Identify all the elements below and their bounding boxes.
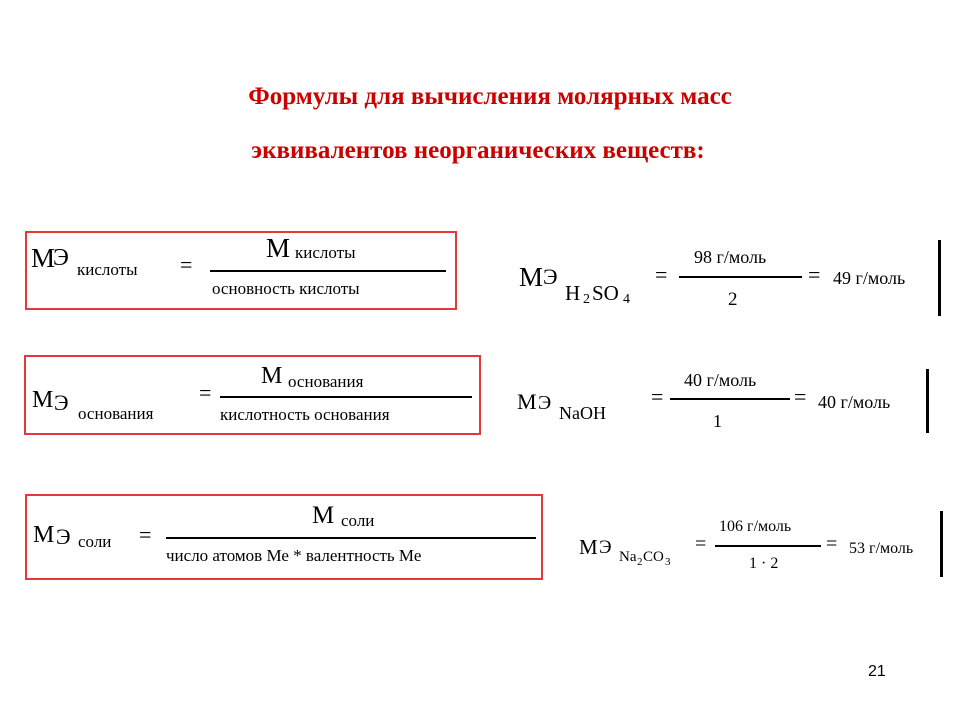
acid-equals: = [180,252,193,277]
base-num-M: М [261,363,283,389]
slide-title-line2: эквивалентов неорганических веществ: [251,137,705,164]
naoh-fraction-line [670,398,790,400]
h2so4-fraction-line [679,276,802,278]
salt-fraction-line [166,537,536,539]
base-denominator: кислотность основания [220,405,390,424]
h2so4-equals-2: = [808,262,821,287]
na2co3-sub-Na: Na [619,549,637,565]
h2so4-result: 49 г/моль [833,268,906,288]
na2co3-vertical-rule [940,511,943,577]
h2so4-equals-1: = [655,262,668,287]
h2so4-sub-2: 2 [583,292,590,307]
acid-denominator: основность кислоты [212,279,360,298]
salt-lhs-M: М [33,522,55,548]
h2so4-M: М [519,262,544,292]
acid-lhs-M: М [31,243,56,273]
acid-fraction-line [210,270,446,272]
salt-num-M: М [312,502,335,529]
acid-num-M: М [266,233,291,263]
h2so4-vertical-rule [938,240,941,316]
h2so4-sub-H: Н [565,281,581,305]
naoh-sub: NaOH [559,403,606,423]
naoh-denominator: 1 [713,411,722,431]
base-num-subscript: основания [288,372,364,391]
acid-num-subscript: кислоты [295,243,356,262]
na2co3-sub-2: 2 [637,556,643,568]
na2co3-sub-CO: CO [643,549,664,565]
h2so4-E: Э [543,264,558,289]
naoh-equals-2: = [794,384,807,409]
salt-num-subscript: соли [341,511,375,530]
naoh-vertical-rule [926,369,929,433]
naoh-result: 40 г/моль [818,392,891,412]
h2so4-denominator: 2 [728,289,738,310]
na2co3-M: М [579,535,598,559]
base-lhs-E: Э [54,390,69,415]
na2co3-fraction-line [715,545,821,547]
naoh-E: Э [538,392,552,414]
h2so4-numerator: 98 г/моль [694,247,767,267]
na2co3-denominator: 1 · 2 [749,555,779,572]
acid-lhs-E: Э [53,245,69,271]
na2co3-sub-3: 3 [665,556,671,568]
na2co3-result: 53 г/моль [849,540,914,557]
na2co3-equals-1: = [695,533,707,555]
na2co3-equals-2: = [826,533,838,555]
page-number: 21 [868,663,886,680]
na2co3-numerator: 106 г/моль [719,518,792,535]
base-lhs-M: М [32,387,54,413]
naoh-equals-1: = [651,384,664,409]
acid-lhs-subscript: кислоты [77,260,138,279]
base-fraction-line [220,396,472,398]
salt-lhs-E: Э [56,524,71,549]
h2so4-sub-SO: SO [592,281,619,305]
h2so4-sub-4: 4 [623,292,630,307]
salt-denominator: число атомов Ме * валентность Ме [166,546,422,565]
naoh-numerator: 40 г/моль [684,370,757,390]
naoh-M: М [517,389,537,414]
salt-equals: = [139,522,152,547]
base-lhs-subscript: основания [78,404,154,423]
salt-lhs-subscript: соли [78,532,112,551]
base-equals: = [199,380,212,405]
slide-title-line1: Формулы для вычисления молярных масс [248,83,732,110]
na2co3-E: Э [599,537,612,558]
